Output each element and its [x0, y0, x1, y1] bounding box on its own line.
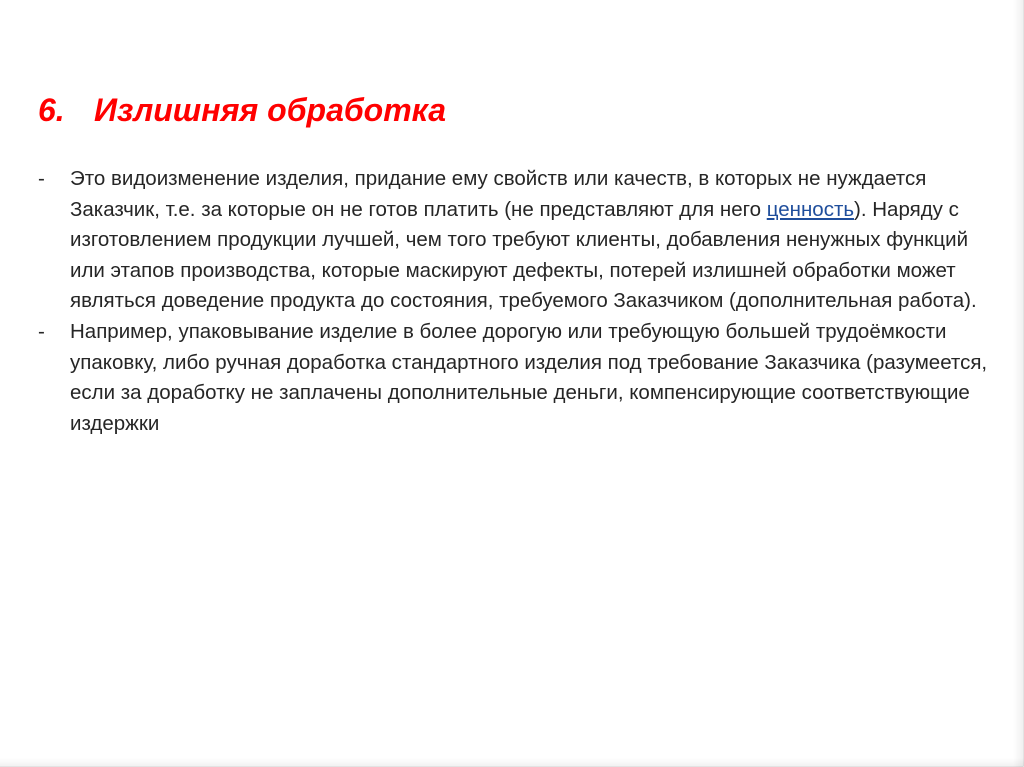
bullet-item-definition	[38, 164, 988, 317]
slide-edge-shadow-bottom	[0, 758, 1024, 766]
bullet-marker: -	[38, 167, 45, 190]
slide-title-number: 6.	[38, 92, 65, 128]
bullet-item-example	[38, 317, 988, 439]
bullet-text: Например, упаковывание изделие в более дорогую или требующую большей трудоёмкости упаковку, либо ручная доработка стандартного изделия под требование Заказчика (разумеется, если за доработку не заплачены дополнительные деньги, компенсирующие соответствующие издержки	[70, 319, 988, 435]
slide-title-text: Излишняя обработка	[94, 92, 447, 128]
slide-edge-shadow-right	[1013, 0, 1023, 767]
value-link[interactable]: ценность	[766, 197, 855, 221]
bullet-marker: -	[38, 319, 45, 343]
slide-title	[38, 90, 446, 130]
bullet-text-after-link: ). Наряду с изготовлением продукции лучшей, чем того требуют клиенты, добавления ненужных функций или этапов производства, которые маскируют дефекты, потерей излишней обработки может являться доведение продукта до состояния, требуемого Заказчиком (дополнительная работа).	[70, 197, 977, 313]
bullet-text-before-link: Это видоизменение изделия, придание ему свойств или качеств, в которых не нуждается Заказчик, т.е. за которые он не готов платить (не представляют для него	[70, 167, 927, 221]
bullet-list	[38, 164, 988, 439]
